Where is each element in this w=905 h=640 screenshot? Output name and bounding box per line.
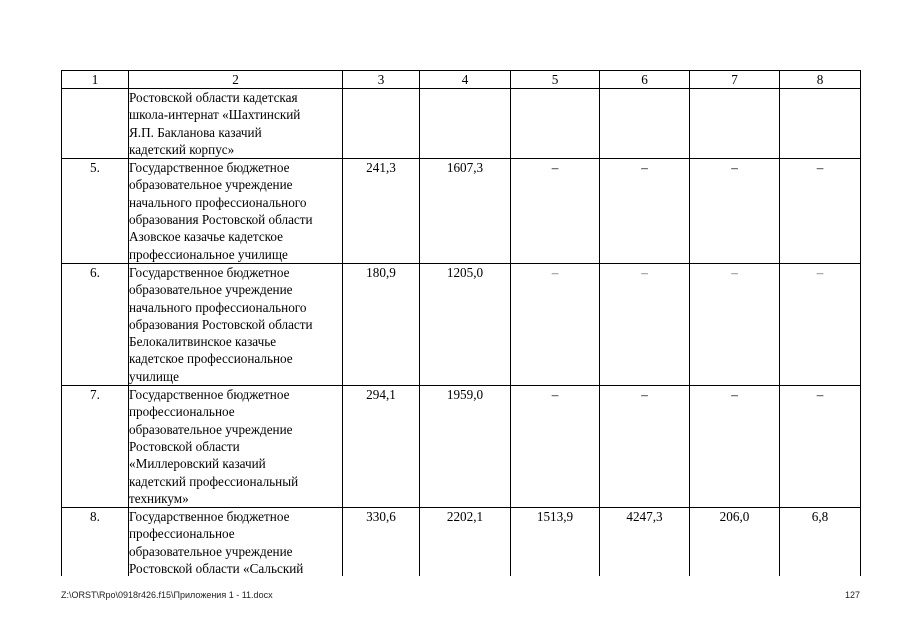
- institution-name: Государственное бюджетное образовательное учреждение начального профессионального образования Ростовской области Белокалитвинское казачье кадетское профессиональное училище: [129, 263, 343, 385]
- cell-col5: 1513,9: [511, 508, 600, 576]
- cell-col6: –: [600, 386, 690, 508]
- row-number: 5.: [62, 159, 129, 264]
- column-header-4: 4: [420, 71, 511, 89]
- column-header-2: 2: [129, 71, 343, 89]
- cell-col7: –: [690, 386, 780, 508]
- cell-col4: 1205,0: [420, 263, 511, 385]
- cell-col3: 180,9: [343, 263, 420, 385]
- cell-col8: –: [780, 263, 861, 385]
- cell-col5: –: [511, 263, 600, 385]
- institution-name: Ростовской области кадетская школа-интернат «Шахтинский Я.П. Бакланова казачий кадетский корпус»: [129, 89, 343, 159]
- cell-col3: [343, 89, 420, 159]
- table-row: [62, 89, 861, 159]
- cell-col7: –: [690, 159, 780, 264]
- cell-col7: –: [690, 263, 780, 385]
- cell-col4: 1959,0: [420, 386, 511, 508]
- institution-name: Государственное бюджетное профессиональное образовательное учреждение Ростовской области «Миллеровский казачий кадетский профессиональный техникум»: [129, 386, 343, 508]
- cell-col3: 241,3: [343, 159, 420, 264]
- cell-col6: 4247,3: [600, 508, 690, 576]
- cell-col6: [600, 89, 690, 159]
- cell-col8: [780, 89, 861, 159]
- footer-file-path: Z:\ORST\Rpo\0918r426.f15\Приложения 1 - 11.docx: [61, 590, 273, 600]
- table-row: [62, 263, 861, 385]
- cell-col3: 330,6: [343, 508, 420, 576]
- column-header-7: 7: [690, 71, 780, 89]
- institution-name: Государственное бюджетное образовательное учреждение начального профессионального образования Ростовской области Азовское казачье кадетское профессиональное училище: [129, 159, 343, 264]
- cell-col4: 1607,3: [420, 159, 511, 264]
- column-header-8: 8: [780, 71, 861, 89]
- column-header-3: 3: [343, 71, 420, 89]
- cell-col6: –: [600, 159, 690, 264]
- cell-col7: 206,0: [690, 508, 780, 576]
- institution-name: Государственное бюджетное профессиональное образовательное учреждение Ростовской области «Сальский: [129, 508, 343, 576]
- table-row: [62, 508, 861, 576]
- cell-col4: 2202,1: [420, 508, 511, 576]
- column-header-1: 1: [62, 71, 129, 89]
- table-row: [62, 386, 861, 508]
- cell-col5: –: [511, 386, 600, 508]
- cell-col3: 294,1: [343, 386, 420, 508]
- row-number: 7.: [62, 386, 129, 508]
- table-row: [62, 159, 861, 264]
- column-header-6: 6: [600, 71, 690, 89]
- cell-col4: [420, 89, 511, 159]
- table-header-row: [62, 71, 861, 89]
- column-header-5: 5: [511, 71, 600, 89]
- row-number: 6.: [62, 263, 129, 385]
- row-number: 8.: [62, 508, 129, 576]
- cell-col5: [511, 89, 600, 159]
- cell-col8: 6,8: [780, 508, 861, 576]
- page-number: 127: [844, 590, 860, 600]
- cell-col6: –: [600, 263, 690, 385]
- data-table: [61, 70, 861, 576]
- cell-col8: –: [780, 386, 861, 508]
- cell-col5: –: [511, 159, 600, 264]
- cell-col7: [690, 89, 780, 159]
- row-number: [62, 89, 129, 159]
- cell-col8: –: [780, 159, 861, 264]
